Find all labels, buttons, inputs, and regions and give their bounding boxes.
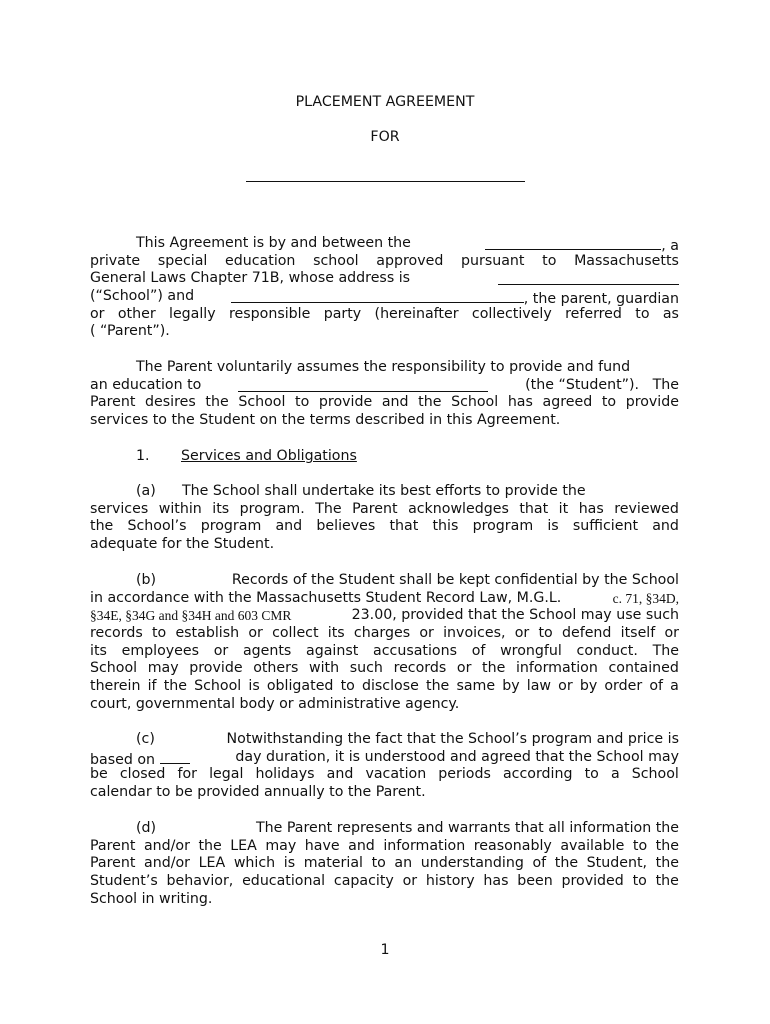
intro-line-5: or other legally responsible party (hereinafter collectively referred to as bbox=[90, 305, 679, 322]
document-subtitle: FOR bbox=[370, 129, 400, 145]
item-b-citation: c. 71, §34D, bbox=[612, 590, 679, 606]
item-b-line-1 bbox=[90, 572, 679, 590]
item-c bbox=[90, 731, 679, 802]
item-d-line-1 bbox=[90, 820, 679, 838]
item-c-line-3: be closed for legal holidays and vacation periods according to a School bbox=[90, 766, 679, 783]
item-b-line-8: court, governmental body or administrative agency. bbox=[90, 695, 460, 712]
parent-blank bbox=[231, 288, 524, 303]
intro-line-2: private special education school approved pursuant to Massachusetts bbox=[90, 252, 679, 269]
item-b-text: 23.00, provided that the School may use such bbox=[351, 607, 679, 624]
item-d-line-4: Student’s behavior, educational capacity or history has been provided to the bbox=[90, 873, 679, 890]
item-c-line-4: calendar to be provided annually to the Parent. bbox=[90, 784, 426, 801]
item-d bbox=[90, 820, 679, 908]
item-c-text: day duration, it is understood and agreed that the School may bbox=[235, 748, 679, 765]
intro-line-1 bbox=[90, 235, 679, 253]
student-blank bbox=[238, 377, 488, 392]
item-b-line-7: therein if the School is obligated to disclose the same by law or by order of a bbox=[90, 678, 679, 695]
item-a-line-3: the School’s program and believes that this program is sufficient and bbox=[90, 518, 679, 535]
intro-text: General Laws Chapter 71B, whose address is bbox=[90, 270, 411, 287]
intro-text: (“School”) and bbox=[90, 288, 195, 305]
item-b-text: in accordance with the Massachusetts Student Record Law, M.G.L. bbox=[90, 589, 562, 606]
item-d-text: The Parent represents and warrants that all information the bbox=[255, 820, 679, 836]
item-c-text: based on bbox=[90, 751, 156, 768]
item-b-line-2 bbox=[90, 590, 679, 608]
item-b-line-6: School may provide others with such records or the information contained bbox=[90, 660, 679, 677]
item-c-line-1 bbox=[90, 731, 679, 749]
item-d-label: (d) bbox=[136, 820, 157, 836]
intro-line-6: ( “Parent”). bbox=[90, 323, 170, 340]
para2-text: The Parent voluntarily assumes the responsibility to provide and fund bbox=[136, 359, 631, 375]
item-c-line-2 bbox=[90, 749, 679, 767]
item-d-line-2: Parent and/or the LEA may have and information reasonably available to the bbox=[90, 837, 679, 854]
item-b bbox=[90, 572, 679, 714]
school-name-blank bbox=[246, 181, 525, 182]
para2-line-4: services to the Student on the terms described in this Agreement. bbox=[90, 412, 561, 429]
section-heading: Services and Obligations bbox=[181, 448, 357, 464]
para2-line-1 bbox=[90, 359, 679, 377]
item-a-label: (a) bbox=[136, 483, 156, 499]
item-d-line-5: School in writing. bbox=[90, 890, 213, 907]
parent-paragraph bbox=[90, 359, 679, 430]
duration-blank bbox=[160, 749, 190, 764]
item-a bbox=[90, 483, 679, 554]
intro-line-4 bbox=[90, 288, 679, 306]
item-d-line-3: Parent and/or LEA which is material to an understanding of the Student, the bbox=[90, 855, 679, 872]
para2-text: an education to bbox=[90, 376, 202, 393]
intro-paragraph bbox=[90, 235, 679, 341]
item-b-citation: §34E, §34G and §34H and 603 CMR bbox=[90, 608, 292, 624]
address-blank bbox=[498, 270, 679, 285]
item-a-line-2: services within its program. The Parent acknowledges that it has reviewed bbox=[90, 500, 679, 517]
item-b-line-3 bbox=[90, 607, 679, 625]
intro-text: , a bbox=[661, 238, 679, 254]
item-b-line-4: records to establish or collect its charges or invoices, or to defend itself or bbox=[90, 625, 679, 642]
page-number: 1 bbox=[380, 942, 390, 958]
item-a-line-4: adequate for the Student. bbox=[90, 536, 275, 553]
item-a-text: The School shall undertake its best efforts to provide the bbox=[182, 483, 586, 499]
document-title: PLACEMENT AGREEMENT bbox=[295, 94, 475, 110]
intro-text: , the parent, guardian bbox=[523, 291, 679, 308]
item-b-label: (b) bbox=[136, 572, 157, 588]
intro-line-3 bbox=[90, 270, 679, 288]
item-b-line-5: its employees or agents against accusations of wrongful conduct. The bbox=[90, 642, 679, 659]
para2-line-3: Parent desires the School to provide and the School has agreed to provide bbox=[90, 394, 679, 411]
section-number: 1. bbox=[136, 448, 150, 464]
intro-text: This Agreement is by and between the bbox=[136, 235, 411, 251]
item-c-label: (c) bbox=[136, 731, 155, 747]
item-b-text: Records of the Student shall be kept confidential by the School bbox=[231, 572, 679, 588]
school-blank bbox=[485, 235, 661, 250]
item-a-line-1 bbox=[90, 483, 679, 501]
para2-text: (the “Student”). The bbox=[525, 376, 679, 393]
para2-line-2 bbox=[90, 377, 679, 395]
item-c-text: Notwithstanding the fact that the School’s program and price is bbox=[226, 731, 679, 747]
